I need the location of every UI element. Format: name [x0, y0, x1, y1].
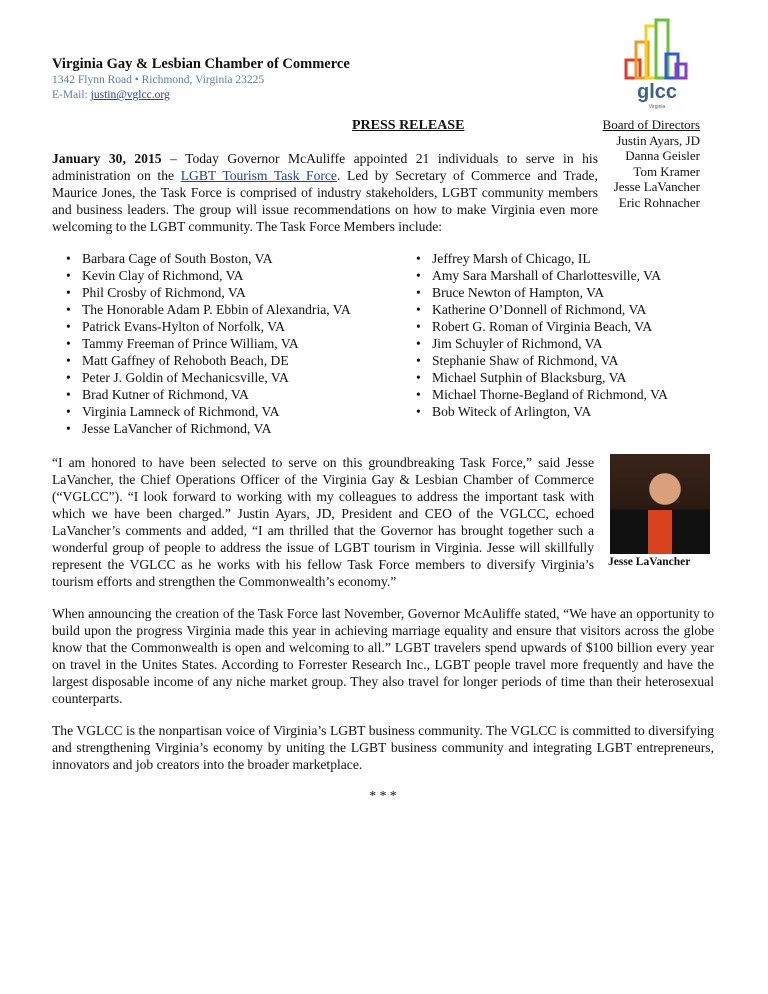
task-force-members: [52, 250, 714, 437]
logo-text: glcc: [636, 81, 678, 103]
board-heading: Board of Directors: [602, 117, 700, 132]
photo-caption: Jesse LaVancher: [608, 556, 691, 568]
list-item: • Stephanie Shaw of Richmond, VA: [402, 352, 668, 369]
contact-info: [52, 73, 264, 103]
portrait-photo: [610, 454, 710, 554]
list-item: • The Honorable Adam P. Ebbin of Alexandria, VA: [52, 301, 402, 318]
intro-text: . Led by Secretary of Commerce and Trade, Maurice Jones, the Task Force is comprised of industry stakeholders, LGBT community members and business leaders. The group will issue recommendations on how to make Virginia even more welcoming to the LGBT community. The Task Force Members include:: [52, 168, 598, 234]
list-item: • Robert G. Roman of Virginia Beach, VA: [402, 318, 668, 335]
address: 1342 Flynn Road • Richmond, Virginia 23225: [52, 74, 265, 86]
paragraph-announcement: When announcing the creation of the Task Force last November, Governor McAuliffe stated, “We have an opportunity to build upon the progress Virginia made this year in achieving marriage equality and ensure that visitors across the globe know that the Commonwealth is open and welcoming to all.” LGBT travelers spend upwards of $100 billion every year on travel in the Unites States. According to Forrester Research Inc., LGBT people travel more frequently and have the largest disposable income of any niche market group. They also travel for longer periods of time than their heterosexual counterparts.: [52, 606, 714, 706]
email-label: E-Mail:: [52, 89, 91, 101]
organization-name: Virginia Gay & Lesbian Chamber of Commerce: [52, 56, 350, 72]
task-force-link[interactable]: LGBT Tourism Task Force: [180, 168, 337, 183]
board-member: Justin Ayars, JD: [616, 132, 700, 148]
intro-text: – Today Governor McAuliffe appointed 21 individuals to serve in his administration on the: [52, 151, 598, 183]
members-list-right: [402, 250, 668, 437]
logo-subtext: Virginia: [648, 104, 666, 110]
list-item: • Kevin Clay of Richmond, VA: [52, 267, 402, 284]
release-date: January 30, 2015: [52, 151, 162, 166]
quote-paragraph-end: members to diversify Virginia’s tourism efforts and strengthen the Commonwealth’s economy.”: [52, 557, 594, 589]
intro-paragraph: [52, 150, 598, 235]
main-content: [52, 150, 714, 804]
end-mark: * * *: [369, 788, 397, 803]
page-title: PRESS RELEASE: [352, 118, 465, 133]
paragraph-about: The VGLCC is the nonpartisan voice of Virginia’s LGBT business community. The VGLCC is committed to diversifying and strengthening Virginia’s economy by uniting the LGBT business community and integrating LGBT entrepreneurs, innovators and job creators into the broader marketplace.: [52, 723, 714, 772]
list-item: • Phil Crosby of Richmond, VA: [52, 284, 402, 301]
glcc-logo: [622, 18, 692, 110]
list-item: • Katherine O’Donnell of Richmond, VA: [402, 301, 668, 318]
list-item: • Jesse LaVancher of Richmond, VA: [52, 420, 402, 437]
list-item: • Matt Gaffney of Rehoboth Beach, DE: [52, 352, 402, 369]
quote-paragraph-block: [52, 454, 714, 590]
board-member: Tom Kramer: [633, 163, 700, 179]
list-item: • Michael Sutphin of Blacksburg, VA: [402, 369, 668, 386]
list-item: • Jim Schuyler of Richmond, VA: [402, 335, 668, 352]
photo-figure: [604, 454, 714, 570]
board-member: Jesse LaVancher: [613, 179, 700, 194]
list-item: • Tammy Freeman of Prince William, VA: [52, 335, 402, 352]
board-member: Danna Geisler: [625, 148, 700, 163]
list-item: • Virginia Lamneck of Richmond, VA: [52, 403, 402, 420]
email-link[interactable]: justin@vglcc.org: [90, 89, 170, 101]
board-member: Eric Rohnacher: [618, 194, 700, 210]
list-item: • Bruce Newton of Hampton, VA: [402, 284, 668, 301]
list-item: • Brad Kutner of Richmond, VA: [52, 386, 402, 403]
list-item: • Amy Sara Marshall of Charlottesville, VA: [402, 267, 668, 284]
list-item: • Peter J. Goldin of Mechanicsville, VA: [52, 369, 402, 386]
list-item: • Barbara Cage of South Boston, VA: [52, 250, 402, 267]
list-item: • Jeffrey Marsh of Chicago, IL: [402, 250, 668, 267]
members-list-left: [52, 250, 402, 437]
quote-paragraph: “I am honored to have been selected to serve on this groundbreaking Task Force,” said Jesse LaVancher, the Chief Operations Officer of the Virginia Gay & Lesbian Chamber of Commerce (“VGLCC”). “I look forward to working with my colleagues to address the important task with which we have been charged.” Justin Ayars, JD, President and CEO of the VGLCC, echoed LaVancher’s comments and added, “I am thrilled that the Governor has brought together such a wonderful group of people to address the issue of LGBT tourism in Virginia. Jesse will skillfully represent the VGLCC as he works with his fellow Task Force: [52, 455, 594, 572]
list-item: • Bob Witeck of Arlington, VA: [402, 403, 668, 420]
list-item: • Patrick Evans-Hylton of Norfolk, VA: [52, 318, 402, 335]
list-item: • Michael Thorne-Begland of Richmond, VA: [402, 386, 668, 403]
